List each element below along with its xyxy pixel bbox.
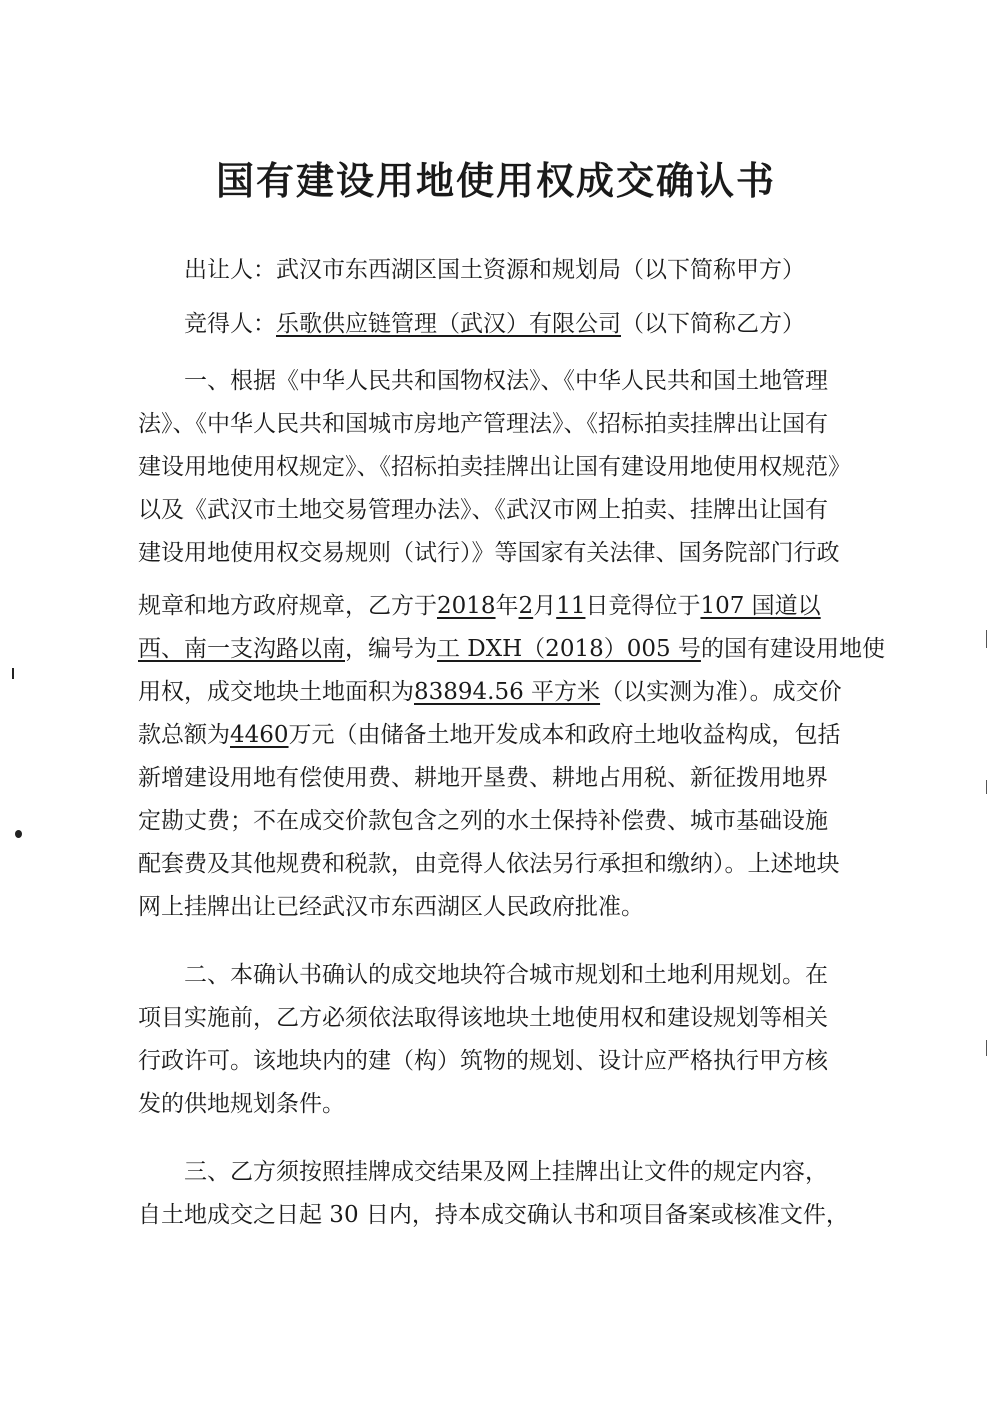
scan-edge-mark xyxy=(986,630,987,648)
parcel-area: 83894.56 平方米 xyxy=(414,679,601,705)
parcel-location: 107 国道以 xyxy=(700,593,821,619)
clause1-line: 新增建设用地有偿使用费、耕地开垦费、耕地占用税、新征拨用地界 xyxy=(138,765,828,791)
transaction-price: 4460 xyxy=(230,722,289,748)
clause3-line: 自土地成交之日起 30 日内，持本成交确认书和项目备案或核准文件， xyxy=(138,1202,849,1228)
clause1-line: 建设用地使用权交易规则（试行）》等国家有关法律、国务院部门行政 xyxy=(138,540,840,566)
clause1-line: 规章和地方政府规章，乙方于2018年2月11日竞得位于107 国道以 xyxy=(138,593,821,619)
clause2-line: 发的供地规划条件。 xyxy=(138,1091,345,1117)
grantor-line xyxy=(184,255,888,285)
document-title: 国有建设用地使用权成交确认书 xyxy=(215,159,776,203)
bidder-line xyxy=(184,309,888,339)
auction-month: 2 xyxy=(518,593,534,619)
clause1-line: 网上挂牌出让已经武汉市东西湖区人民政府批准。 xyxy=(138,894,644,920)
clause1-line: 定勘丈费；不在成交价款包含之列的水土保持补偿费、城市基础设施 xyxy=(138,808,828,834)
scan-speck xyxy=(15,830,22,838)
grantor-label: 出让人： xyxy=(184,257,276,283)
clause2-line: 项目实施前，乙方必须依法取得该地块土地使用权和建设规划等相关 xyxy=(138,1005,828,1031)
clause1-line: 法》、《中华人民共和国城市房地产管理法》、《招标拍卖挂牌出让国有 xyxy=(138,411,828,437)
bidder-alias: （以下简称乙方） xyxy=(621,311,805,337)
bidder-label: 竞得人： xyxy=(184,311,276,337)
grantor-name: 武汉市东西湖区国土资源和规划局 xyxy=(276,257,621,283)
clause1-line: 配套费及其他规费和税款，由竞得人依法另行承担和缴纳）。上述地块 xyxy=(138,851,840,877)
parcel-number: 工 DXH（2018）005 号 xyxy=(437,636,701,662)
grantor-alias: （以下简称甲方） xyxy=(621,257,805,283)
clause1-line: 以及《武汉市土地交易管理办法》、《武汉市网上拍卖、挂牌出让国有 xyxy=(138,497,828,523)
clause2-line: 二、本确认书确认的成交地块符合城市规划和土地利用规划。在 xyxy=(184,962,828,988)
clause1-line: 款总额为4460万元（由储备土地开发成本和政府土地收益构成，包括 xyxy=(138,722,841,748)
scan-edge-mark xyxy=(986,780,987,794)
auction-day: 11 xyxy=(556,593,586,619)
clause1-line: 建设用地使用权规定》、《招标拍卖挂牌出让国有建设用地使用权规范》 xyxy=(138,454,851,480)
scan-edge-mark xyxy=(986,1040,987,1056)
clause3-line: 三、乙方须按照挂牌成交结果及网上挂牌出让文件的规定内容， xyxy=(184,1159,828,1185)
clause1-line: 一、根据《中华人民共和国物权法》、《中华人民共和国土地管理 xyxy=(184,368,828,394)
clause2-line: 行政许可。该地块内的建（构）筑物的规划、设计应严格执行甲方核 xyxy=(138,1048,828,1074)
auction-year: 2018 xyxy=(437,593,496,619)
clause1-line: 用权，成交地块土地面积为83894.56 平方米（以实测为准）。成交价 xyxy=(138,679,842,705)
bidder-name: 乐歌供应链管理（武汉）有限公司 xyxy=(276,311,621,337)
clause1-line: 西、南一支沟路以南，编号为工 DXH（2018）005 号的国有建设用地使 xyxy=(138,636,885,662)
parcel-location-cont: 西、南一支沟路以南 xyxy=(138,636,345,662)
scan-speck xyxy=(12,668,14,679)
